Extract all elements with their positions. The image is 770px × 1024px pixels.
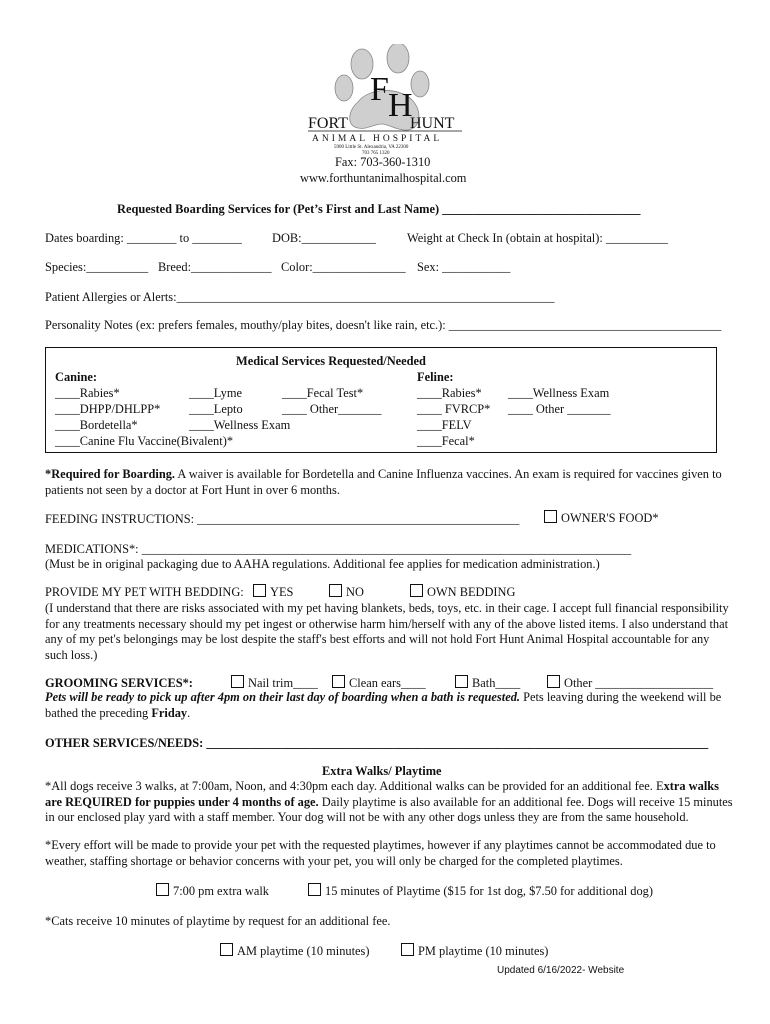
- updated-footer: Updated 6/16/2022- Website: [497, 965, 625, 976]
- bedding-no-option[interactable]: [329, 584, 364, 600]
- bedding-own-label: OWN BEDDING: [427, 585, 516, 599]
- bedding-disclaimer: (I understand that there are risks associated with my pet having blankets, beds, toys, etc. in their cage. I accept full financial responsibility for any treatments necessary should my pet ingest or otherwise harm him/herself with any of the above listed items. I also understand that any of my pet's belongings may be lost despite the staff's best efforts and will not hold Fort Hunt Animal Hospital accountable for any such loss.): [45, 601, 729, 662]
- owners-food-label: OWNER'S FOOD*: [561, 511, 659, 525]
- canine-bordetella[interactable]: ____Bordetella*: [55, 418, 138, 432]
- playtime-p1-b: Daily playtime is also available for an additional fee. Dogs will receive 15 minutes in our enclosed play yard with a staff member. Your dog will not be with any other dogs unless they are from the same household.: [45, 794, 733, 824]
- bedding-yes-checkbox[interactable]: [253, 584, 266, 597]
- medications-field[interactable]: MEDICATIONS*: _______________________________________________________________________________: [45, 542, 632, 556]
- required-note: [45, 467, 735, 498]
- owners-food-option[interactable]: [544, 510, 659, 526]
- species-field[interactable]: Species:__________: [45, 260, 149, 274]
- extra-walk-label: 7:00 pm extra walk: [173, 884, 270, 898]
- nail-trim-checkbox[interactable]: [231, 675, 244, 688]
- playtime-option[interactable]: [308, 883, 653, 899]
- bath-label: Bath____: [472, 676, 521, 690]
- bath-checkbox[interactable]: [455, 675, 468, 688]
- grooming-other-option[interactable]: [547, 675, 713, 691]
- hospital-logo: [300, 44, 470, 154]
- nail-trim-label: Nail trim____: [248, 676, 318, 690]
- sex-field[interactable]: Sex: ___________: [417, 260, 511, 274]
- am-playtime-option[interactable]: [220, 943, 370, 959]
- bedding-own-checkbox[interactable]: [410, 584, 423, 597]
- canine-label: Canine:: [55, 370, 97, 384]
- clean-ears-label: Clean ears____: [349, 676, 426, 690]
- canine-lepto[interactable]: ____Lepto: [189, 402, 243, 416]
- weight-field[interactable]: Weight at Check In (obtain at hospital): __________: [407, 231, 668, 245]
- canine-lyme[interactable]: ____Lyme: [189, 386, 242, 400]
- grooming-note-rest: Pets leaving during the weekend will be bathed the preceding: [45, 690, 722, 720]
- bedding-yes-option[interactable]: [253, 584, 293, 600]
- playtime-paragraph-1: [45, 779, 735, 826]
- playtime-title: Extra Walks/ Playtime: [322, 764, 442, 778]
- svg-text:FORT: FORT: [308, 115, 348, 132]
- pm-playtime-checkbox[interactable]: [401, 943, 414, 956]
- svg-text:5900 Little St. Alexandria, VA: 5900 Little St. Alexandria, VA 22300: [334, 145, 409, 150]
- grooming-note-italic: Pets will be ready to pick up after 4pm on their last day of boarding when a bath is requested.: [45, 690, 520, 704]
- required-note-text: A waiver is available for Bordetella and Canine Influenza vaccines. An exam is required for vaccines given to patients not seen by a doctor at Fort Hunt in over 6 months.: [45, 467, 722, 497]
- fax-number: Fax: 703-360-1310: [335, 155, 431, 169]
- clean-ears-checkbox[interactable]: [332, 675, 345, 688]
- dates-boarding-field[interactable]: Dates boarding: ________ to ________: [45, 231, 242, 245]
- website-url[interactable]: www.forthuntanimalhospital.com: [300, 171, 467, 185]
- playtime-paragraph-2: *Every effort will be made to provide your pet with the requested playtimes, however if any playtimes cannot be accommodated due to weather, staffing shortage or behavior concerns with your pet, you will only be charged for the completed playtimes.: [45, 838, 716, 868]
- svg-text:703 765 1320: 703 765 1320: [362, 151, 390, 154]
- feline-fvrcp[interactable]: ____ FVRCP*: [417, 402, 491, 416]
- svg-text:HUNT: HUNT: [410, 115, 455, 132]
- canine-rabies[interactable]: ____Rabies*: [55, 386, 120, 400]
- canine-flu[interactable]: ____Canine Flu Vaccine(Bivalent)*: [55, 434, 234, 448]
- extra-walk-checkbox[interactable]: [156, 883, 169, 896]
- feline-fecal[interactable]: ____Fecal*: [417, 434, 475, 448]
- svg-text:H: H: [388, 87, 413, 124]
- bedding-no-checkbox[interactable]: [329, 584, 342, 597]
- bedding-yes-label: YES: [270, 585, 294, 599]
- canine-wellness[interactable]: ____Wellness Exam: [189, 418, 291, 432]
- grooming-note-day: Friday: [151, 705, 188, 720]
- bedding-label: PROVIDE MY PET WITH BEDDING:: [45, 585, 244, 599]
- bedding-no-label: NO: [346, 585, 364, 599]
- am-playtime-label: AM playtime (10 minutes): [237, 944, 370, 958]
- form-title: Requested Boarding Services for (Pet’s First and Last Name) ________________________________: [117, 202, 641, 216]
- required-note-bold: *Required for Boarding.: [45, 467, 175, 481]
- playtime-p1-a: *All dogs receive 3 walks, at 7:00am, Noon, and 4:30pm each day. Additional walks can be provided for an additional fee. E: [45, 779, 664, 793]
- canine-fecal[interactable]: ____Fecal Test*: [282, 386, 364, 400]
- canine-other[interactable]: ____ Other_______: [282, 402, 382, 416]
- svg-text:ANIMAL HOSPITAL: ANIMAL HOSPITAL: [312, 134, 443, 144]
- cats-playtime-note: *Cats receive 10 minutes of playtime by request for an additional fee.: [45, 914, 391, 928]
- feline-rabies[interactable]: ____Rabies*: [417, 386, 482, 400]
- grooming-other-label: Other ___________________: [564, 676, 714, 690]
- grooming-note: [45, 690, 735, 721]
- svg-text:F: F: [370, 71, 389, 108]
- canine-dhpp[interactable]: ____DHPP/DHLPP*: [55, 402, 161, 416]
- medical-title: Medical Services Requested/Needed: [236, 354, 426, 368]
- breed-field[interactable]: Breed:_____________: [158, 260, 272, 274]
- medications-note: (Must be in original packaging due to AAHA regulations. Additional fee applies for medication administration.): [45, 557, 600, 571]
- grooming-label: GROOMING SERVICES*:: [45, 676, 193, 690]
- color-field[interactable]: Color:_______________: [281, 260, 406, 274]
- allergies-field[interactable]: Patient Allergies or Alerts:_____________________________________________________________: [45, 290, 555, 304]
- feeding-instructions-field[interactable]: FEEDING INSTRUCTIONS: ____________________________________________________: [45, 512, 520, 526]
- feline-felv[interactable]: ____FELV: [417, 418, 472, 432]
- nail-trim-option[interactable]: [231, 675, 318, 691]
- other-services-field[interactable]: OTHER SERVICES/NEEDS: _________________________________________________________________________________: [45, 736, 709, 750]
- bedding-own-option[interactable]: [410, 584, 515, 600]
- playtime-label: 15 minutes of Playtime ($15 for 1st dog, $7.50 for additional dog): [325, 884, 653, 898]
- personality-field[interactable]: Personality Notes (ex: prefers females, mouthy/play bites, doesn't like rain, etc.): ____________________________________________: [45, 318, 722, 332]
- feline-wellness[interactable]: ____Wellness Exam: [508, 386, 610, 400]
- playtime-p1-bold: xtra walks are REQUIRED for puppies under 4 months of age.: [45, 779, 719, 809]
- am-playtime-checkbox[interactable]: [220, 943, 233, 956]
- feline-label: Feline:: [417, 370, 454, 384]
- dob-field[interactable]: DOB:____________: [272, 231, 376, 245]
- grooming-note-end: .: [187, 705, 191, 720]
- bath-option[interactable]: [455, 675, 520, 691]
- extra-walk-option[interactable]: [156, 883, 269, 899]
- grooming-other-checkbox[interactable]: [547, 675, 560, 688]
- feline-other[interactable]: ____ Other _______: [508, 402, 611, 416]
- pm-playtime-option[interactable]: [401, 943, 548, 959]
- clean-ears-option[interactable]: [332, 675, 426, 691]
- pm-playtime-label: PM playtime (10 minutes): [418, 944, 549, 958]
- playtime-checkbox[interactable]: [308, 883, 321, 896]
- owners-food-checkbox[interactable]: [544, 510, 557, 523]
